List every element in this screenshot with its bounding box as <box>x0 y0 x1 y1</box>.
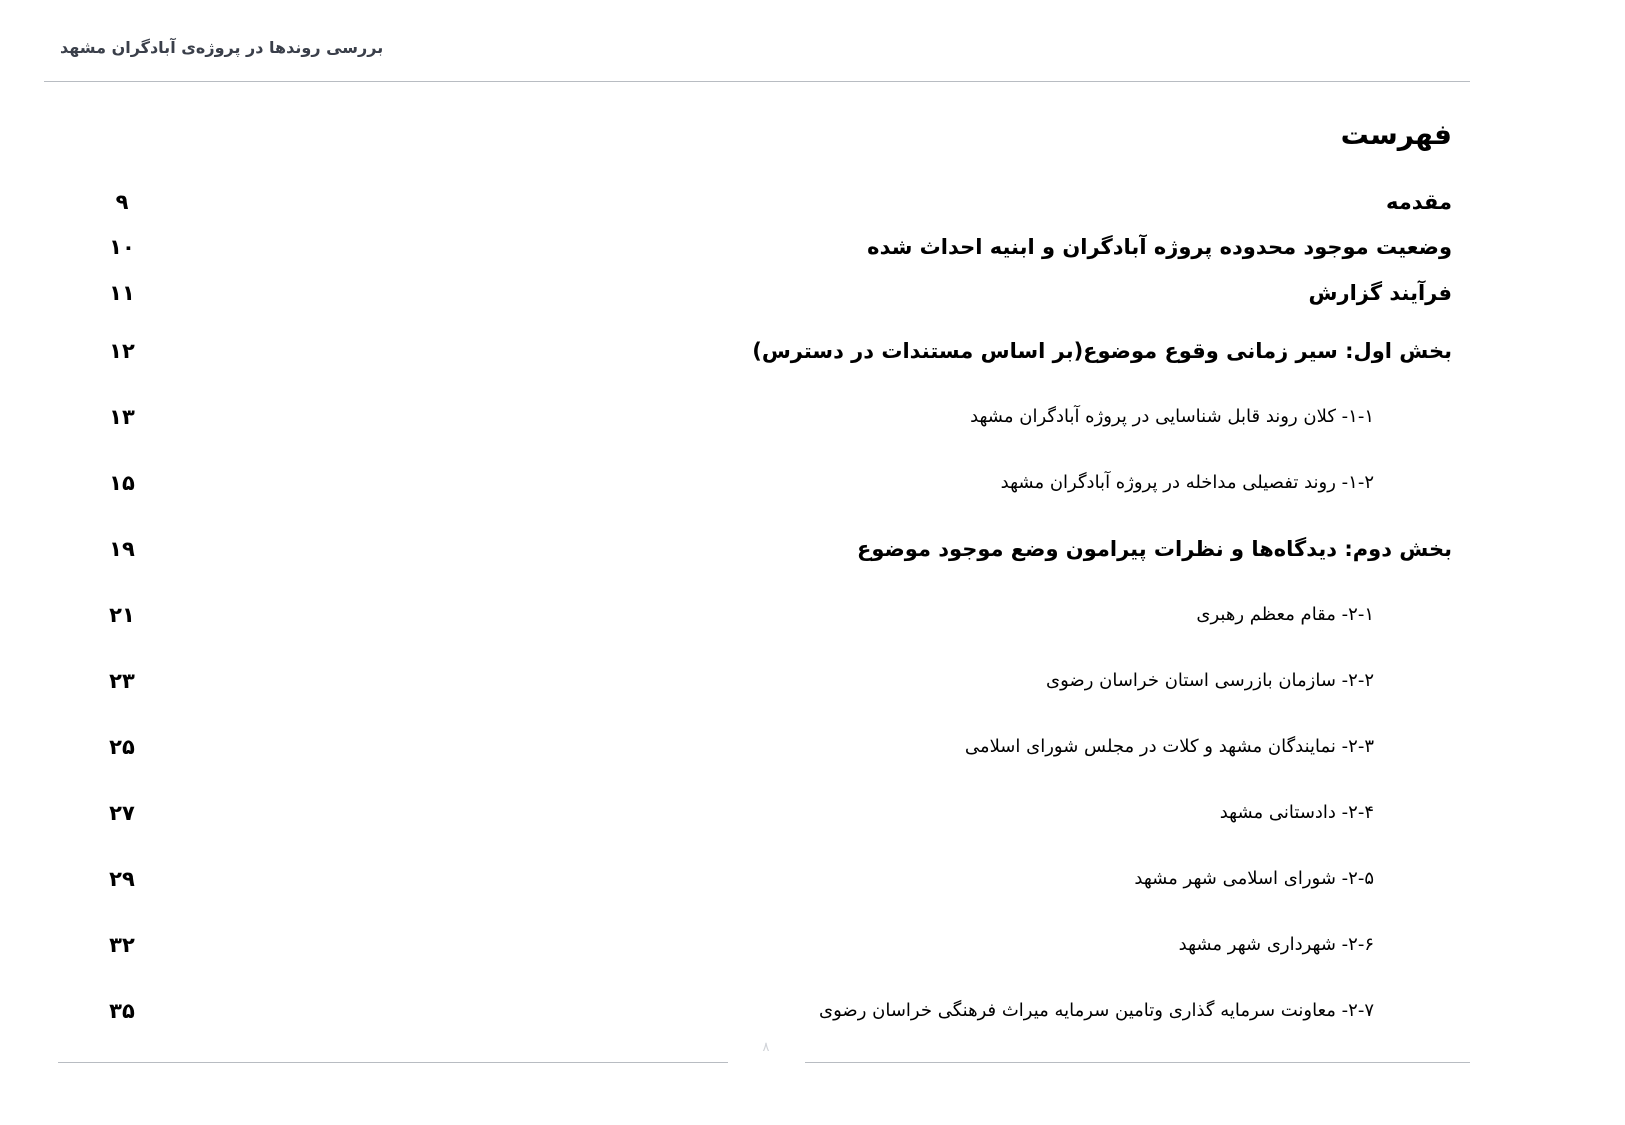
toc-entry-page: ۳۲ <box>109 933 135 957</box>
toc-entry[interactable] <box>100 400 1452 434</box>
toc-entry-title: ۲-۱- مقام معظم رهبری <box>1196 604 1374 625</box>
toc-entry[interactable] <box>100 928 1452 962</box>
toc-entry-title: ۲-۷- معاونت سرمایه گذاری وتامین سرمایه میراث فرهنگی خراسان رضوی <box>819 1000 1374 1021</box>
toc-entry[interactable] <box>100 664 1452 698</box>
header-divider <box>44 81 1470 82</box>
toc-entry-title: ۲-۴- دادستانی مشهد <box>1219 802 1374 823</box>
toc-entry-page: ۳۵ <box>109 999 135 1023</box>
toc-entry-page: ۲۱ <box>109 603 135 627</box>
toc-entry-title: بخش دوم: دیدگاه‌ها و نظرات پیرامون وضع موجود موضوع <box>856 537 1452 561</box>
toc-entry[interactable] <box>100 185 1452 219</box>
footer-divider-left <box>58 1062 728 1063</box>
toc-entry[interactable] <box>100 862 1452 896</box>
toc-entry-page: ۲۵ <box>109 735 135 759</box>
toc-entry[interactable] <box>100 334 1452 368</box>
toc-heading: فهرست <box>1340 118 1452 151</box>
toc-entry[interactable] <box>100 532 1452 566</box>
toc-entry[interactable] <box>100 796 1452 830</box>
footer-page-number: ۸ <box>762 1040 770 1055</box>
toc-entry-page: ۲۷ <box>109 801 135 825</box>
toc-entry-title: ۲-۲- سازمان بازرسی استان خراسان رضوی <box>1046 670 1374 691</box>
toc-entry-page: ۱۱ <box>109 281 135 305</box>
toc-entry-title: فرآیند گزارش <box>1308 281 1452 305</box>
toc-entry[interactable] <box>100 230 1452 264</box>
toc-entry-title: وضعیت موجود محدوده پروژه آبادگران و ابنیه احداث شده <box>867 235 1452 259</box>
toc-entry[interactable] <box>100 598 1452 632</box>
toc-entry-title: ۲-۶- شهرداری شهر مشهد <box>1178 934 1374 955</box>
toc-entry[interactable] <box>100 466 1452 500</box>
toc-entry[interactable] <box>100 276 1452 310</box>
toc-entry-title: مقدمه <box>1386 190 1452 214</box>
toc-entry-title: ۱-۲- روند تفصیلی مداخله در پروژه آبادگران مشهد <box>1000 472 1374 493</box>
toc-entry-page: ۱۰ <box>109 235 135 259</box>
toc-entry-page: ۲۳ <box>109 669 135 693</box>
toc-entry-page: ۱۵ <box>109 471 135 495</box>
toc-entry-title: ۲-۳- نمایندگان مشهد و کلات در مجلس شورای اسلامی <box>964 736 1374 757</box>
toc-entry-title: بخش اول: سیر زمانی وقوع موضوع(بر اساس مستندات در دسترس) <box>752 339 1452 363</box>
toc-entry[interactable] <box>100 730 1452 764</box>
toc-entry-page: ۲۹ <box>109 867 135 891</box>
toc-entry-page: ۱۲ <box>109 339 135 363</box>
toc-entry[interactable] <box>100 994 1452 1028</box>
running-header: بررسی روندها در پروژه‌ی آبادگران مشهد <box>60 38 384 57</box>
footer-divider-right <box>805 1062 1470 1063</box>
toc-entry-page: ۹ <box>115 190 129 214</box>
toc-entry-title: ۱-۱- کلان روند قابل شناسایی در پروژه آبادگران مشهد <box>970 406 1374 427</box>
toc-entry-page: ۱۹ <box>109 537 135 561</box>
toc-entry-title: ۲-۵- شورای اسلامی شهر مشهد <box>1134 868 1374 889</box>
toc-entry-page: ۱۳ <box>109 405 135 429</box>
